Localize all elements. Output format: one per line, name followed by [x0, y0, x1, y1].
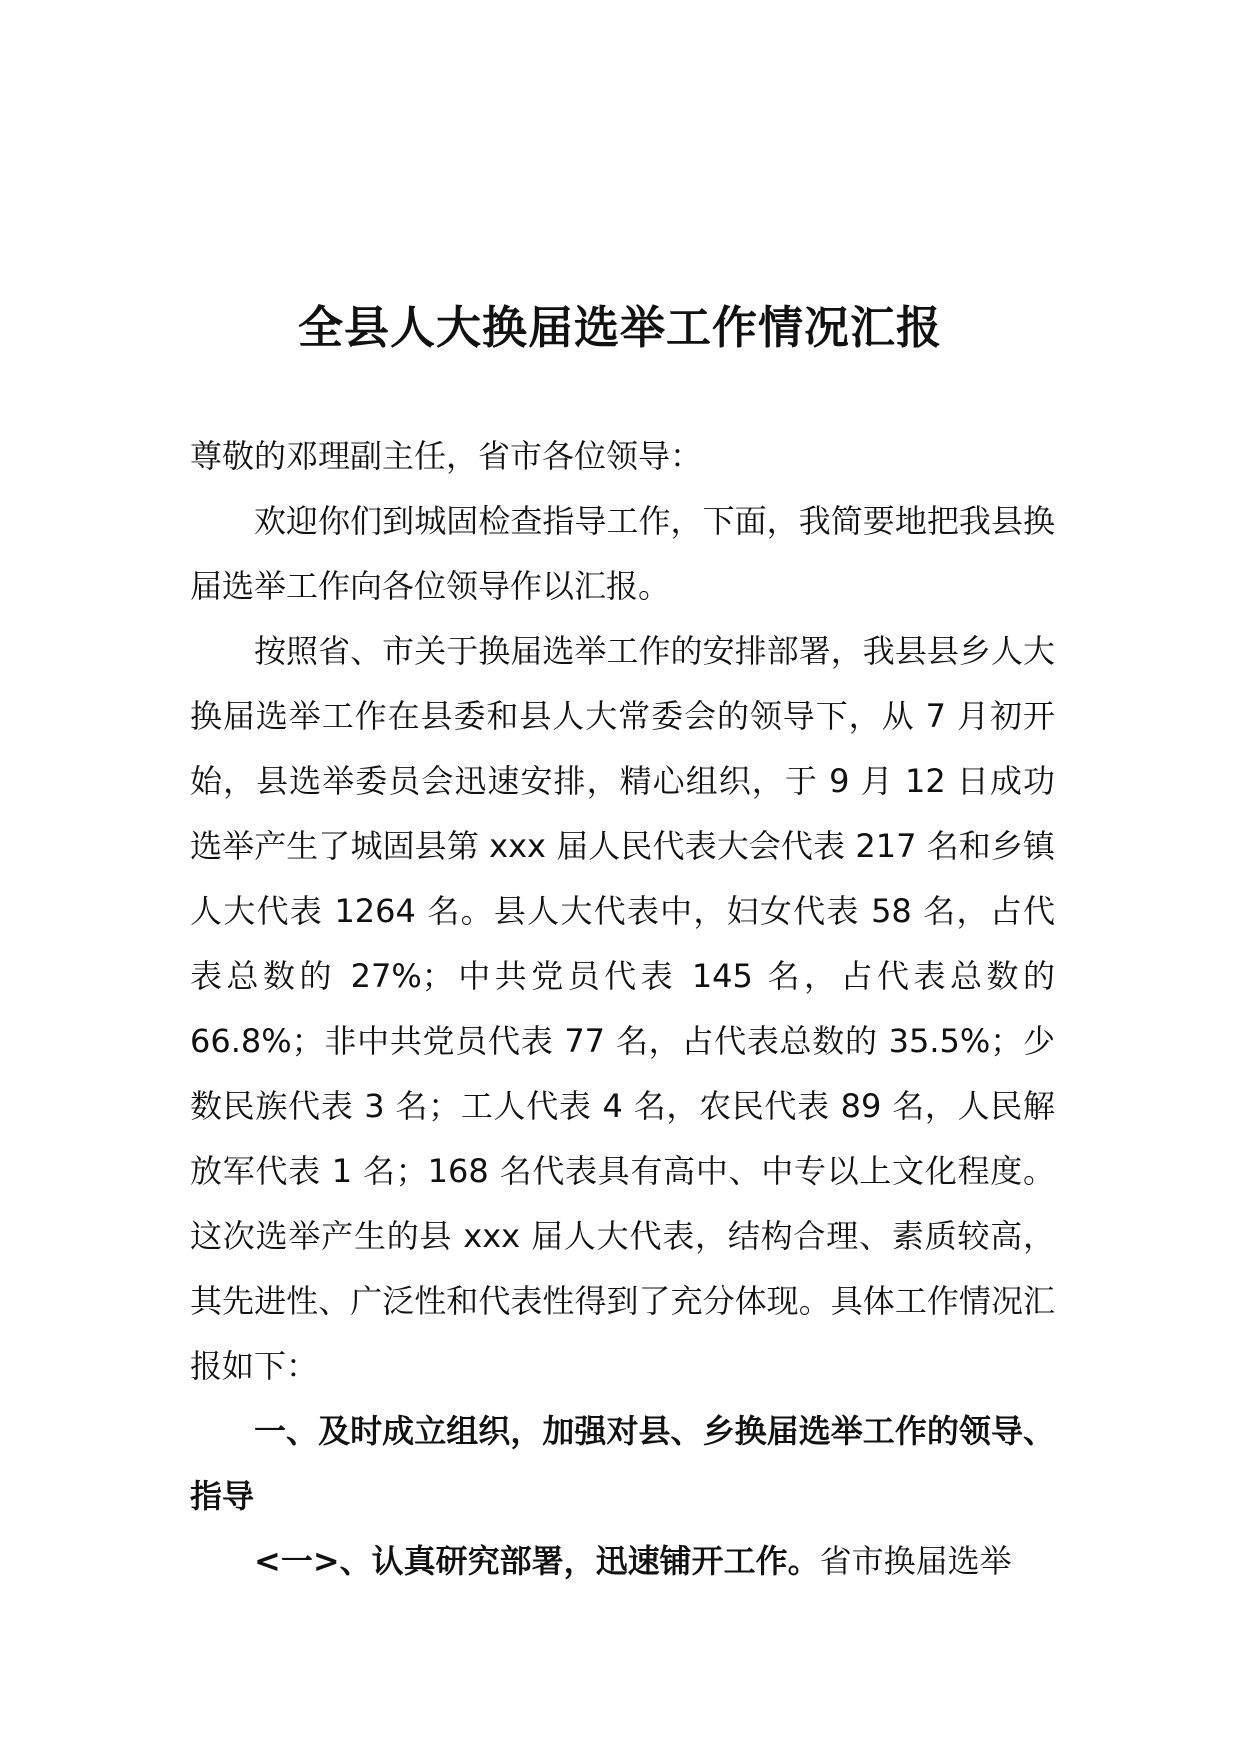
- document-body: [190, 424, 1055, 1594]
- subsection-heading: <一>、认真研究部署，迅速铺开工作。: [254, 1542, 820, 1580]
- salutation: 尊敬的邓理副主任，省市各位领导：: [190, 437, 703, 475]
- paragraph-welcome: 欢迎你们到城固检查指导工作，下面，我简要地把我县换届选举工作向各位领导作以汇报。: [190, 502, 1055, 605]
- subsection-paragraph: [190, 1529, 1055, 1594]
- subsection-text: 省市换届选举: [819, 1542, 1012, 1580]
- section-heading: 一、及时成立组织，加强对县、乡换届选举工作的领导、指导: [190, 1412, 1055, 1515]
- paragraph-summary: 按照省、市关于换届选举工作的安排部署，我县县乡人大换届选举工作在县委和县人大常委会的领导下，从 7 月初开始，县选举委员会迅速安排，精心组织，于 9 月 12 日成功选举产生了城固县第 xxx 届人民代表大会代表 217 名和乡镇人大代表 1264 名。县人大代表中，妇女代表 58 名，占代表总数的 27%；中共党员代表 145 名，占代表总数的 66.8%；非中共党员代表 77 名，占代表总数的 35.5%；少数民族代表 3 名；工人代表 4 名，农民代表 89 名，人民解放军代表 1 名；168 名代表具有高中、中专以上文化程度。这次选举产生的县 xxx 届人大代表，结构合理、素质较高，其先进性、广泛性和代表性得到了充分体现。具体工作情况汇报如下：: [190, 632, 1055, 1385]
- document-title: 全县人大换届选举工作情况汇报: [297, 301, 942, 354]
